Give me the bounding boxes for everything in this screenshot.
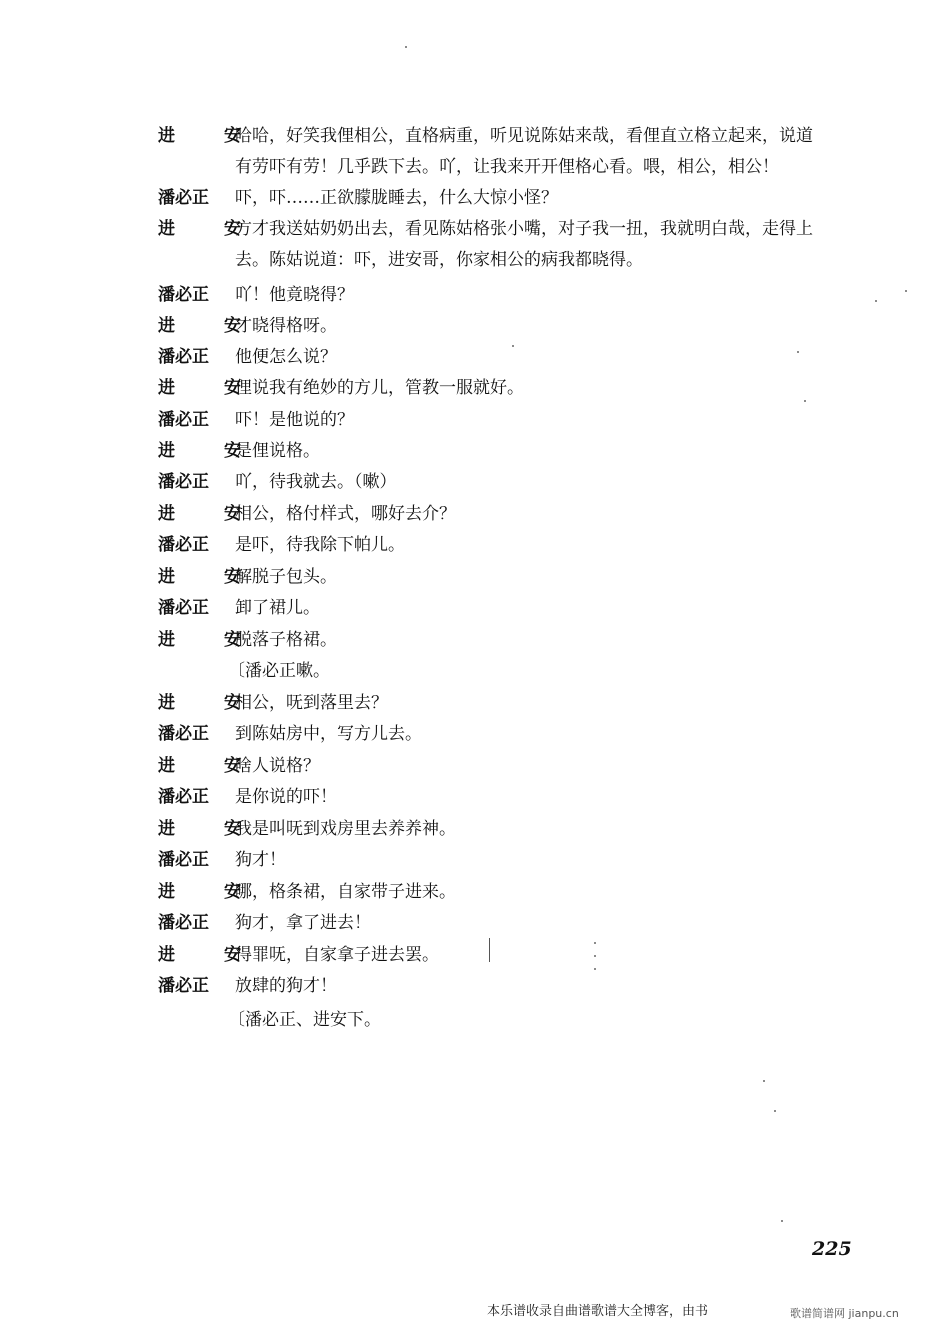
speaker-label: 进 安 — [158, 316, 257, 336]
speaker-label: 进 安 — [158, 945, 257, 965]
speaker-label: 潘必正 — [158, 535, 209, 555]
speech-text: 吓，吓……正欲朦胧睡去，什么大惊小怪？ — [235, 188, 558, 208]
speech-continuation: 去。陈姑说道：吓，进安哥，你家相公的病我都晓得。 — [235, 250, 643, 270]
scan-speck — [875, 300, 877, 302]
speech-text: 吓！是他说的？ — [235, 410, 354, 430]
speaker-label: 进 安 — [158, 441, 257, 461]
speaker-label: 进 安 — [158, 693, 257, 713]
speaker-label: 进 安 — [158, 504, 257, 524]
footer-source-text: 本乐谱收录自曲谱歌谱大全博客，由书 — [487, 1304, 709, 1319]
site-watermark: 歌谱简谱网 jianpu.cn — [790, 1307, 899, 1320]
speech-text: 狗才，拿了进去！ — [235, 913, 371, 933]
scan-speck — [512, 345, 514, 347]
speaker-label: 进 安 — [158, 378, 257, 398]
speech-text: 相公，格付样式，哪好去介？ — [235, 504, 456, 524]
speech-text: 吖，待我就去。（嗽） — [235, 472, 397, 492]
speech-text: 是你说的吓！ — [235, 787, 337, 807]
speech-text: 我是叫呒到戏房里去养养神。 — [235, 819, 456, 839]
speech-text: 脱落子格裙。 — [235, 630, 337, 650]
speech-text: 得罪呒，自家拿子进去罢。 — [235, 945, 439, 965]
stage-direction: 〔潘必正嗽。 — [228, 661, 330, 681]
scan-speck — [405, 46, 407, 48]
speaker-label: 潘必正 — [158, 724, 209, 744]
scan-speck — [774, 1110, 776, 1112]
scan-speck — [905, 290, 907, 292]
speech-text: 卸了裙儿。 — [235, 598, 320, 618]
scan-speck — [781, 1220, 783, 1222]
speech-text: 解脱子包头。 — [235, 567, 337, 587]
speech-text: 是吓，待我除下帕儿。 — [235, 535, 405, 555]
speaker-label: 进 安 — [158, 567, 257, 587]
scan-speck — [804, 400, 806, 402]
speaker-label: 潘必正 — [158, 347, 209, 367]
speaker-label: 潘必正 — [158, 850, 209, 870]
speech-text: 吖！他竟晓得？ — [235, 285, 354, 305]
speech-text: 哪，格条裙，自家带子进来。 — [235, 882, 456, 902]
speech-text: 才晓得格呀。 — [235, 316, 337, 336]
speech-text: 他便怎么说？ — [235, 347, 337, 367]
scan-mark — [489, 938, 490, 962]
speaker-label: 进 安 — [158, 819, 257, 839]
speech-text: 俚说我有绝妙的方儿，管教一服就好。 — [235, 378, 524, 398]
speaker-label: 潘必正 — [158, 188, 209, 208]
scan-speck — [594, 942, 596, 944]
speaker-label: 进 安 — [158, 126, 257, 146]
speaker-label: 潘必正 — [158, 913, 209, 933]
page-number: 225 — [812, 1238, 852, 1260]
speech-text: 相公，呒到落里去？ — [235, 693, 388, 713]
speaker-label: 进 安 — [158, 756, 257, 776]
speaker-label: 潘必正 — [158, 787, 209, 807]
speech-text: 是俚说格。 — [235, 441, 320, 461]
speech-continuation: 有劳吓有劳！几乎跌下去。吖，让我来开开俚格心看。喂，相公，相公！ — [235, 157, 779, 177]
speech-text: 狗才！ — [235, 850, 286, 870]
speech-text: 放肆的狗才！ — [235, 976, 337, 996]
stage-direction: 〔潘必正、进安下。 — [228, 1010, 381, 1030]
scan-speck — [797, 351, 799, 353]
speaker-label: 进 安 — [158, 882, 257, 902]
speech-text: 啥人说格？ — [235, 756, 320, 776]
speech-text: 到陈姑房中，写方儿去。 — [235, 724, 422, 744]
speaker-label: 潘必正 — [158, 410, 209, 430]
speaker-label: 潘必正 — [158, 285, 209, 305]
speech-text: 哈哈，好笑我俚相公，直格病重，听见说陈姑来哉，看俚直立格立起来，说道 — [235, 126, 813, 146]
speaker-label: 进 安 — [158, 630, 257, 650]
scan-speck — [594, 955, 596, 957]
scan-speck — [763, 1080, 765, 1082]
speaker-label: 潘必正 — [158, 472, 209, 492]
speaker-label: 潘必正 — [158, 976, 209, 996]
scan-speck — [594, 968, 596, 970]
speaker-label: 进 安 — [158, 219, 257, 239]
speaker-label: 潘必正 — [158, 598, 209, 618]
speech-text: 方才我送姑奶奶出去，看见陈姑格张小嘴，对子我一扭，我就明白哉，走得上 — [235, 219, 813, 239]
